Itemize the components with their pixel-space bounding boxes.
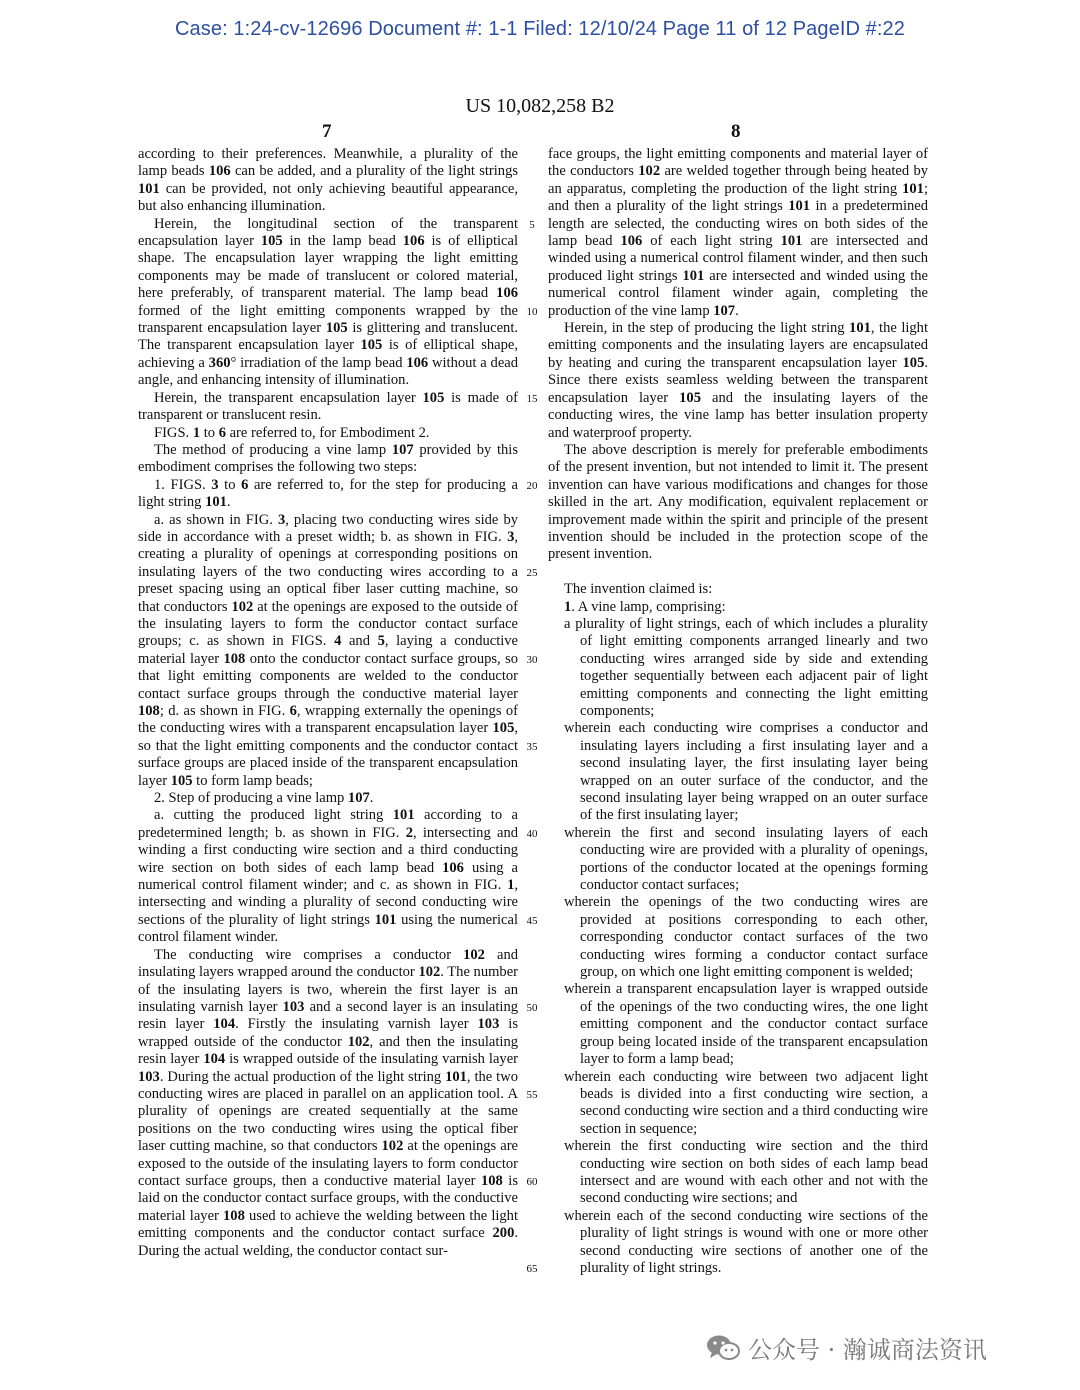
paragraph: The above description is merely for preferable embodiments of the present invention, but not intended to limit it. The present invention can have various modifications and changes for those skilled in the art. Any modification, equivalent replacement or improvement made within the spirit and principle of the present invention should be included in the protection scope of the present invention. bbox=[548, 441, 928, 563]
paragraph: The conducting wire comprises a conductor 102 and insulating layers wrapped around the conductor 102. The number of the insulating layers is two, wherein the first layer is an insulating varnish layer 103 and a second layer is an insulating resin layer 104. Firstly the insulating varnish layer 103 is wrapped outside of the conductor 102, and then the insulating resin layer 104 is wrapped outside of the insulating varnish layer 103. During the actual production of the light string 101, the two conducting wires are placed in parallel on an application tool. A plurality of openings are created sequentially at the same positions on the two conducting wires using the optical fiber laser cutting machine, so that conductors 102 at the openings are exposed to the outside of the insulating layers to form conductor contact surface groups, then a conductive material layer 108 is laid on the conductor contact surface groups, with the conductive material layer 108 used to achieve the welding between the light emitting components and the conductor contact surface 200. During the actual welding, the conductor contact sur- bbox=[138, 946, 519, 1259]
line-number: 30 bbox=[526, 653, 538, 666]
paragraph: Herein, the longitudinal section of the transparent encapsulation layer 105 in the lamp bead 106 is of elliptical shape. The encapsulation layer wrapping the light emitting components may be made of translucent or colored material, here preferably, of transparent material. The lamp bead 106 formed of the light emitting components wrapped by the transparent encapsulation layer 105 is glittering and translucent. The transparent encapsulation layer 105 is of elliptical shape, achieving a 360° irradiation of the lamp bead 106 without a dead angle, and enhancing intensity of illumination. bbox=[138, 215, 519, 389]
paragraph: Herein, in the step of producing the light string 101, the light emitting components and the insulating layers are encapsulated by heating and curing the transparent encapsulation layer 105. Since there exists seamless welding between the transparent encapsulation layer 105 and the insulating layers of the conducting wires, the vine lamp has better insulation property and waterproof property. bbox=[548, 320, 928, 441]
claim-clause: wherein the first and second insulating layers of each conducting wire are provided with a plurality of openings, portions of the conductor located at the openings forming conductor contact surfaces; bbox=[564, 824, 928, 894]
line-number: 55 bbox=[526, 1088, 538, 1101]
paragraph: face groups, the light emitting components and material layer of the conductors 102 are welded together through being heated by an apparatus, completing the production of the light string 101; and then a plurality of the light strings 101 in a predetermined length are selected, the conducting wires on both sides of the lamp bead 106 of each light string 101 are intersected and winded using a numerical control filament winder, and then such produced light strings 101 are intersected and winded using the numerical control filament winder again, completing the production of the vine lamp 107. bbox=[548, 146, 928, 319]
paragraph: 1. FIGS. 3 to 6 are referred to, for the step for producing a light string 101. bbox=[138, 476, 519, 511]
line-number: 65 bbox=[526, 1262, 538, 1275]
paragraph: FIGS. 1 to 6 are referred to, for Embodiment 2. bbox=[154, 424, 430, 441]
line-number: 25 bbox=[526, 566, 538, 579]
line-number: 15 bbox=[526, 392, 538, 405]
line-number: 40 bbox=[526, 827, 538, 840]
column-number-right: 8 bbox=[731, 121, 741, 142]
claim-clause: wherein the openings of the two conducting wires are provided at positions corresponding to each other, corresponding conductor contact surfaces of the two conducting wires forming a conductor contact surface group, on which one light emitting component is welded; bbox=[564, 894, 928, 981]
case-header: Case: 1:24-cv-12696 Document #: 1-1 Filed: 12/10/24 Page 11 of 12 PageID #:22 bbox=[174, 18, 905, 40]
claim-clause: wherein the first conducting wire section and the third conducting wire section on both sides of each lamp bead intersect and are wound with each other and not with the second conducting wire sections; and bbox=[564, 1138, 928, 1207]
line-number: 35 bbox=[526, 740, 538, 753]
paragraph: a. cutting the produced light string 101 according to a predetermined length; b. as shown in FIG. 2, intersecting and winding a first conducting wire section and a third conducting wire section on both sides of each lamp bead 106 using a numerical control filament winder; and c. as shown in FIG. 1, intersecting and winding a plurality of second conducting wire sections of the plurality of light strings 101 using the numerical control filament winder. bbox=[138, 807, 519, 946]
paragraph: The method of producing a vine lamp 107 provided by this embodiment comprises the following two steps: bbox=[138, 441, 518, 476]
claim-clause: wherein each conducting wire comprises a conductor and insulating layers including a first insulating layer and a second insulating layer, the first insulating layer being wrapped on an outer surface of the conductor, and the second insulating layer being wrapped on an outer surface of the first insulating layer; bbox=[564, 720, 928, 824]
paragraph: 2. Step of producing a vine lamp 107. bbox=[154, 790, 374, 807]
paragraph: a. as shown in FIG. 3, placing two conducting wires side by side in accordance with a preset width; b. as shown in FIG. 3, creating a plurality of openings at corresponding positions on insulating layers of the two conducting wires according to a preset spacing using an optical fiber laser cutting machine, so that conductors 102 at the openings are exposed to the outside of the insulating layers to form the conductor contact surface groups; c. as shown in FIGS. 4 and 5, laying a conductive material layer 108 onto the conductor contact surface groups, so that light emitting components are welded to the conductor contact surface groups through the conductive material layer 108; d. as shown in FIG. 6, wrapping externally the openings of the conducting wires with a transparent encapsulation layer 105, so that the light emitting components and the conductor contact surface groups are placed inside of the transparent encapsulation layer 105 to form lamp beads; bbox=[138, 511, 519, 789]
claim-clause: wherein each conducting wire between two adjacent light beads is divided into a first conducting wire section, a second conducting wire section and a third conducting wire section in sequence; bbox=[564, 1068, 928, 1137]
claim-clause: a plurality of light strings, each of which includes a plurality of light emitting components arranged linearly and two conducting wires arranged side by side and extending together sequentially between each adjacent pair of light emitting components and connecting the light emitting components; bbox=[564, 615, 928, 719]
watermark bbox=[706, 1330, 987, 1365]
line-number: 20 bbox=[526, 479, 538, 492]
line-number: 5 bbox=[529, 218, 535, 231]
column-number-left: 7 bbox=[322, 121, 332, 142]
watermark-text: 公众号 · 瀚诚商法资讯 bbox=[748, 1336, 987, 1364]
patent-number: US 10,082,258 B2 bbox=[465, 95, 615, 117]
claims-intro: The invention claimed is: bbox=[564, 581, 713, 598]
right-column bbox=[548, 146, 928, 1277]
claim-clause: wherein each of the second conducting wire sections of the plurality of light strings is wound with one or more other second conducting wire sections of another one of the plurality of light strings. bbox=[564, 1207, 928, 1276]
line-number: 60 bbox=[526, 1175, 538, 1188]
paragraph: according to their preferences. Meanwhile, a plurality of the lamp beads 106 can be added, and a plurality of the light strings 101 can be provided, not only achieving beautiful appearance, but also enhancing illumination. bbox=[138, 146, 519, 215]
paragraph: Herein, the transparent encapsulation layer 105 is made of transparent or translucent resin. bbox=[138, 389, 518, 424]
line-number: 10 bbox=[526, 305, 538, 318]
left-column bbox=[138, 146, 518, 1260]
claim-1-head: 1. A vine lamp, comprising: bbox=[564, 598, 726, 615]
claim-clause: wherein a transparent encapsulation layer is wrapped outside of the openings of the two conducting wires, the one light emitting component and the conductor contact surface group being located inside of the transparent encapsulation layer to form a lamp bead; bbox=[564, 981, 928, 1068]
line-number: 50 bbox=[526, 1001, 538, 1014]
line-number: 45 bbox=[526, 914, 538, 927]
wechat-icon bbox=[706, 1334, 740, 1362]
